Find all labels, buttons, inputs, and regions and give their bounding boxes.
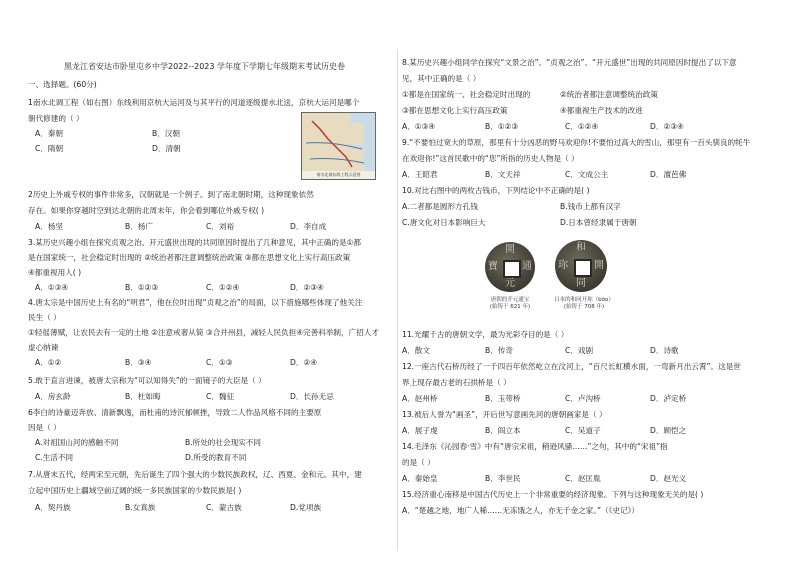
q11-option-a: A．散文	[402, 346, 430, 355]
q4-option-b: B．③④	[125, 358, 152, 367]
q12-stem-line1: 12.一座古代石桥历经了一千四百年依然屹立在汶河上，“百尺长虹横水面，一弯新月出云霄”。这是世	[402, 362, 741, 371]
q4-stem-line2: 民生（ ）	[28, 313, 61, 322]
q5-option-a: A．房玄龄	[35, 392, 71, 401]
q5-option-d: D．长孙无忌	[290, 392, 334, 401]
coin2-char-right: 開	[594, 260, 604, 271]
q8-item-3: ③都在思想文化上实行高压政策	[402, 106, 508, 115]
q2-stem-line1: 2历史上外戚专权的事件非常多，汉朝就是一个例子。到了南北朝时期，这种现象依然	[28, 190, 314, 199]
south-north-water-map	[301, 112, 376, 180]
q10-option-b: B.钱币上都有汉字	[560, 202, 621, 211]
section-heading: 一、选择题。(60分)	[28, 80, 97, 89]
kaiyuan-tongbao-coin-icon	[485, 242, 535, 292]
q12-option-a: A．赵州桥	[402, 394, 438, 403]
q5-option-b: B．杜如晦	[125, 392, 161, 401]
q10-option-d: D.日本曾经隶属于唐朝	[560, 218, 637, 227]
q4-stem-line4: 虚心纳谏	[28, 343, 59, 352]
q7-stem-line2: 立起中国历史上疆域空前辽阔的统一多民族国家的少数民族是( )	[28, 486, 242, 495]
q6-stem-line1: 6李白的诗豪迈奔放、清新飘逸，而杜甫的诗沉郁顿挫，导致二人作品风格不同的主要原	[28, 408, 322, 417]
q8-item-1: ①都是在国家统一、社会稳定时出现的	[402, 90, 531, 99]
q2-option-d: D．李自成	[290, 222, 327, 231]
coin-square-hole	[574, 259, 592, 277]
q6-option-d: D.所受的教育不同	[185, 453, 247, 462]
q8-option-c: C．①②④	[565, 122, 599, 131]
q9-stem-line1: 9.“不要怕过宽大的草原，那里有十分凶恶的野马欢迎你!不要怕过高大的雪山，那里有一百头驯良的牦牛	[402, 138, 751, 147]
q10-option-a: A.二者都是圆形方孔钱	[402, 202, 478, 211]
q12-option-b: B．玉带桥	[485, 394, 521, 403]
q1-option-d: D．清朝	[152, 144, 181, 153]
wadokaichin-coin-icon	[555, 240, 607, 292]
q10-stem-line1: 10.对比右图中的两枚古钱币，下列结论中不正确的是( )	[402, 186, 590, 195]
map-caption: 南水北调东线工程示意图	[302, 171, 375, 179]
q13-option-c: C．吴道子	[565, 426, 601, 435]
column-divider	[397, 50, 398, 550]
q13-option-b: B．阎立本	[485, 426, 521, 435]
q3-option-c: C．①②④	[206, 283, 240, 292]
q8-option-d: D．②③④	[650, 122, 684, 131]
q6-stem-line2: 因是（ ）	[28, 423, 61, 432]
coin2-char-bottom: 同	[576, 278, 586, 289]
q4-stem-line3: ①轻徭薄赋，让农民去有一定的土地 ②注意戒奢从简 ③合并州县，减轻人民负担④完善科举制，广招人才	[28, 328, 379, 337]
q7-stem-line1: 7.从唐末五代，经两宋至元朝，先后诞生了四个强大的少数民族政权，辽、西夏、金和元。其中，建	[28, 470, 362, 479]
q12-option-c: C．卢沟桥	[565, 394, 601, 403]
q8-stem-line2: 见，其中正确的是（ ）	[402, 74, 481, 83]
coin1-caption-1: 唐朝的开元通宝	[490, 297, 530, 303]
q9-option-d: D．澶芭佛	[650, 170, 687, 179]
q4-option-d: D．②④	[290, 358, 318, 367]
q3-option-a: A．①③④	[35, 283, 69, 292]
q14-option-a: A．秦始皇	[402, 474, 438, 483]
q13-option-d: D．顾恺之	[650, 426, 687, 435]
q11-option-d: D．诗歌	[650, 346, 679, 355]
q6-option-a: A.对祖国山河的感触不同	[35, 438, 119, 447]
q4-stem-line1: 4.唐太宗是中国历史上有名的“明君”，他在位时出现“贞观之治”的局面，以下措施哪些体现了他关注	[28, 298, 363, 307]
coin2-caption-2: (始铸于 708 年)	[563, 304, 605, 310]
q3-option-b: B．①②③	[125, 283, 159, 292]
q1-option-c: C．隋朝	[35, 144, 64, 153]
coin1-char-left: 寶	[488, 261, 498, 272]
q1-option-a: A．秦朝	[35, 129, 63, 138]
q2-option-a: A．杨坚	[35, 222, 63, 231]
q13-stem-line1: 13.被后人誉为“画圣”，开后世写意画先河的唐朝画家是（ ）	[402, 410, 607, 419]
q14-stem-line1: 14.毛泽东《沁园春·雪》中有“唐宗宋祖，稍逊风骚……”之句，其中的“宋祖”指	[402, 442, 668, 451]
q9-option-b: B．文天祥	[485, 170, 521, 179]
q7-option-d: D.党项族	[290, 503, 322, 512]
q7-option-b: B.女真族	[125, 503, 156, 512]
q1-stem-line1: 1南水北调工程（如右图）东线利用京杭大运河及与其平行的河道逐级提水北送，京杭大运河是哪个	[28, 98, 360, 107]
coin1-char-top: 開	[505, 244, 515, 255]
q7-option-c: C．蒙古族	[206, 503, 242, 512]
coin1-caption-2: (始铸于 621 年)	[489, 304, 531, 310]
q9-stem-line2: 在欢迎你!”这首民歌中的“您”所指的历史人物是（ ）	[402, 154, 579, 163]
q8-stem-line1: 8.某历史兴趣小组同学在探究“文景之治”、“贞观之治”、“开元盛世”出现的共同原因时提出了以下意	[402, 58, 737, 67]
q2-option-b: B．杨广	[125, 222, 153, 231]
coin-square-hole	[503, 260, 521, 278]
q14-option-c: C．赵匡胤	[565, 474, 601, 483]
q8-item-4: ④都重视生产技术的改进	[560, 106, 643, 115]
q3-option-d: D．②③④	[290, 283, 324, 292]
q6-option-b: B.所处的社会现实不同	[185, 438, 261, 447]
q15-option-a: A．“楚越之地，地广人稀……无冻饿之人，亦无千金之家。”（《史记》）	[402, 506, 640, 515]
q9-option-c: C．文成公主	[565, 170, 609, 179]
q10-option-c: C.唐文化对日本影响巨大	[402, 218, 486, 227]
coin1-char-bottom: 元	[505, 278, 515, 289]
q3-stem-line1: 3.某历史兴趣小组在探究贞观之治、开元盛世出现的共同原因时提出了几种意见，其中正确的是①都	[28, 238, 361, 247]
q2-option-c: C．刘裕	[206, 222, 235, 231]
canal-route-icon	[302, 113, 375, 171]
q11-option-c: C．戏剧	[565, 346, 594, 355]
q11-stem-line1: 11.光耀千古的唐朝文学，最为光彩夺目的是（ ）	[402, 330, 569, 339]
coin1-char-right: 通	[522, 261, 532, 272]
coin2-char-left: 珎	[558, 260, 568, 271]
q5-option-c: C．魏征	[206, 392, 235, 401]
q14-option-b: B．李世民	[485, 474, 521, 483]
q9-option-a: A．王昭君	[402, 170, 438, 179]
q11-option-b: B．传奇	[485, 346, 513, 355]
q3-stem-line3: ④都重视用人( )	[28, 268, 82, 277]
q12-stem-line2: 界上现存最古老的石拱桥是（ ）	[402, 378, 511, 387]
q3-stem-line2: 是在国家统一，社会稳定时出现的 ②统治者都注意调整统治政策 ③都在思想文化上实行高压政策	[28, 253, 351, 262]
coin2-caption-1: 日本的和同开珎（bōo）	[554, 297, 614, 303]
q2-stem-line2: 存在。如果你穿越时空到达北朝的北周末年，你会看到哪位外戚专权( )	[28, 206, 265, 215]
coin2-char-top: 和	[576, 242, 586, 253]
q8-option-a: A．①③④	[402, 122, 436, 131]
q8-option-b: B．①②③	[485, 122, 519, 131]
q5-stem-line1: 5.敢于直言进谏，被唐太宗称为“可以知得失”的一面镜子的大臣是（ ）	[28, 376, 266, 385]
q4-option-c: C．①③	[206, 358, 233, 367]
q8-item-2: ②统治者都注意调整统治政策	[560, 90, 658, 99]
q4-option-a: A．①②	[35, 358, 62, 367]
q14-option-d: D．赵光义	[650, 474, 687, 483]
q1-stem-line2: 朝代修建的（ ）	[28, 114, 84, 123]
q1-option-b: B．汉朝	[152, 129, 180, 138]
q7-option-a: A．契丹族	[35, 503, 71, 512]
q12-option-d: D．泸定桥	[650, 394, 687, 403]
q15-stem-line1: 15.经济重心南移是中国古代历史上一个非常重要的经济现象。下列与这种现象无关的是( )	[402, 490, 704, 499]
q13-option-a: A．展子虔	[402, 426, 438, 435]
q14-stem-line2: 的是（ ）	[402, 458, 435, 467]
exam-title: 黑龙江省安达市卧里屯乡中学2022--2023 学年度下学期七年级期末考试历史卷	[64, 62, 346, 71]
q6-option-c: C.生活不同	[35, 453, 74, 462]
